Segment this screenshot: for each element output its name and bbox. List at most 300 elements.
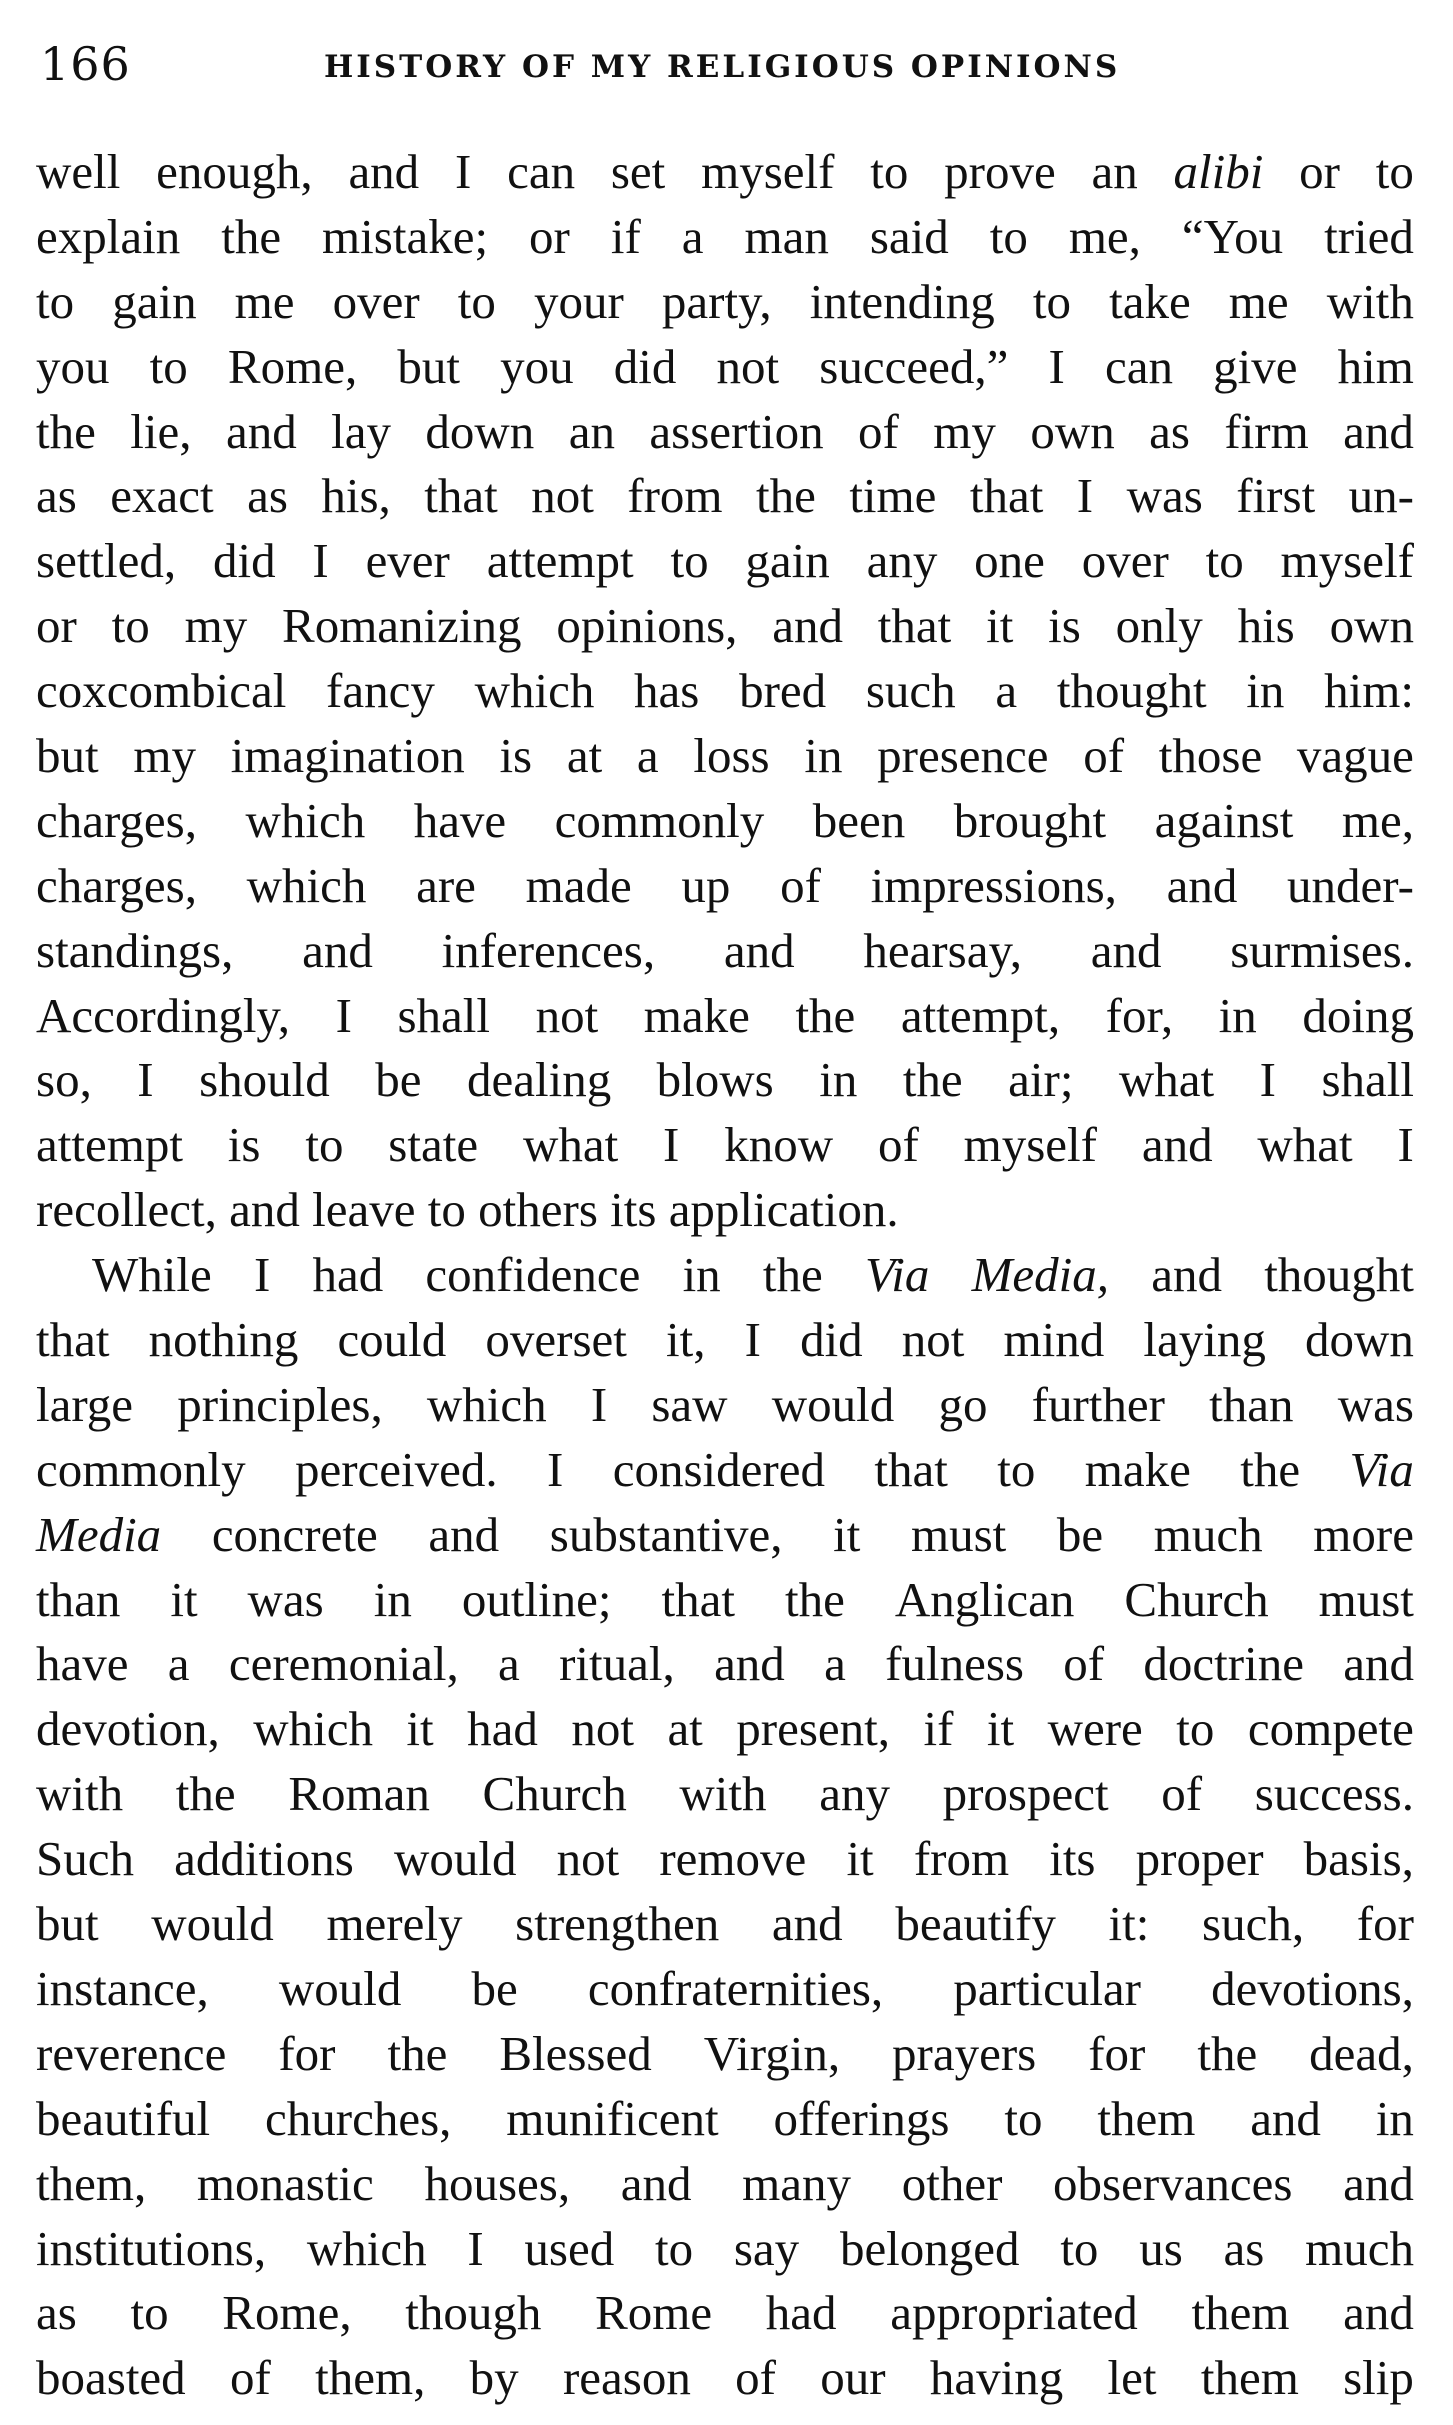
word: vague bbox=[1296, 728, 1414, 784]
word: them bbox=[1191, 2285, 1290, 2341]
word: and bbox=[348, 144, 420, 199]
word: to bbox=[654, 2220, 694, 2276]
word: I bbox=[467, 2220, 484, 2276]
word: made bbox=[525, 857, 632, 913]
word: any bbox=[819, 1766, 890, 1822]
word: to bbox=[1032, 273, 1071, 329]
word: me bbox=[234, 273, 295, 329]
word: and bbox=[1151, 1247, 1222, 1303]
word: said bbox=[869, 208, 949, 264]
paragraph bbox=[36, 1243, 1414, 2411]
word: in bbox=[1218, 987, 1257, 1043]
word: would bbox=[393, 1831, 517, 1887]
word: to bbox=[870, 144, 909, 199]
page-number: 166 bbox=[40, 37, 131, 91]
word: is bbox=[499, 728, 533, 784]
word: standings, bbox=[36, 922, 234, 978]
word: brought bbox=[953, 792, 1107, 848]
word: him bbox=[1337, 338, 1414, 394]
text-line bbox=[36, 2346, 1414, 2411]
word: a bbox=[824, 1636, 846, 1692]
word: confidence bbox=[425, 1247, 641, 1303]
text-line bbox=[36, 854, 1414, 919]
word: not bbox=[531, 468, 594, 524]
text-line bbox=[36, 2281, 1414, 2346]
word: it: bbox=[1108, 1896, 1150, 1952]
word: myself bbox=[963, 1117, 1097, 1173]
word: reverence bbox=[36, 2025, 227, 2081]
word: proper bbox=[1135, 1831, 1264, 1887]
word: devotions, bbox=[1211, 1960, 1414, 2016]
word: a bbox=[681, 208, 704, 264]
word: impressions, bbox=[870, 857, 1117, 913]
word: I bbox=[312, 533, 329, 589]
paragraph bbox=[36, 140, 1414, 1243]
word: be bbox=[1056, 1506, 1104, 1562]
text-line bbox=[36, 1243, 1414, 1308]
word: Media, bbox=[971, 1247, 1110, 1303]
word: to bbox=[305, 1117, 344, 1173]
word: blows bbox=[656, 1052, 774, 1108]
text-line bbox=[36, 1048, 1414, 1113]
word: have bbox=[413, 792, 507, 848]
word: instance, bbox=[36, 1960, 209, 2016]
word: that bbox=[36, 1312, 110, 1368]
word: which bbox=[474, 663, 595, 719]
word: and bbox=[428, 1506, 500, 1562]
text-line bbox=[36, 529, 1414, 594]
word: present, bbox=[736, 1701, 891, 1757]
word: not bbox=[556, 1831, 620, 1887]
text-line bbox=[36, 1957, 1414, 2022]
word: you bbox=[36, 338, 110, 394]
word: to bbox=[670, 533, 709, 589]
text-line bbox=[36, 1632, 1414, 1697]
word: I bbox=[1048, 338, 1065, 394]
word: a bbox=[498, 1636, 520, 1692]
word: much bbox=[1305, 2220, 1414, 2276]
word: let bbox=[1107, 2350, 1157, 2406]
word: fulness bbox=[885, 1636, 1024, 1692]
word: prove bbox=[944, 144, 1056, 199]
word: not bbox=[901, 1312, 965, 1368]
word: down bbox=[1304, 1312, 1414, 1368]
body-text bbox=[36, 140, 1414, 2411]
word: as bbox=[36, 2285, 77, 2341]
word: many bbox=[742, 2155, 852, 2211]
word: attempt, bbox=[900, 987, 1061, 1043]
word: and bbox=[620, 2155, 692, 2211]
word: of bbox=[877, 1117, 919, 1173]
word: which bbox=[426, 1376, 547, 1432]
word: in bbox=[373, 1571, 412, 1627]
word: institutions, bbox=[36, 2220, 267, 2276]
word: and bbox=[225, 403, 297, 459]
word: shall bbox=[1321, 1052, 1414, 1108]
word: perceived. bbox=[294, 1441, 498, 1497]
text-line bbox=[36, 205, 1414, 270]
word: had bbox=[312, 1247, 384, 1303]
word: make bbox=[643, 987, 750, 1043]
word: that bbox=[877, 598, 952, 654]
word: inferences, bbox=[441, 922, 656, 978]
word: assertion bbox=[649, 403, 824, 459]
word: surmises. bbox=[1230, 922, 1414, 978]
word: state bbox=[388, 1117, 479, 1173]
word: which bbox=[246, 857, 367, 913]
word: such, bbox=[1202, 1896, 1305, 1952]
word: for bbox=[278, 2025, 336, 2081]
text-line bbox=[36, 270, 1414, 335]
word: myself bbox=[1280, 533, 1414, 589]
word: commonly bbox=[554, 792, 765, 848]
word: concrete bbox=[211, 1506, 378, 1562]
word: in bbox=[804, 728, 843, 784]
word: gain bbox=[745, 533, 830, 589]
word: as bbox=[36, 468, 77, 524]
word: doctrine bbox=[1143, 1636, 1304, 1692]
word: nothing bbox=[148, 1312, 299, 1368]
word: should bbox=[199, 1052, 330, 1108]
word: and bbox=[1090, 922, 1162, 978]
word: been bbox=[812, 792, 906, 848]
word: our bbox=[820, 2350, 886, 2406]
word: make bbox=[1084, 1441, 1191, 1497]
word: compete bbox=[1247, 1701, 1414, 1757]
word: it, bbox=[666, 1312, 706, 1368]
word: was bbox=[247, 1571, 324, 1627]
word: what bbox=[522, 1117, 619, 1173]
word: and bbox=[771, 1896, 843, 1952]
word: charges, bbox=[36, 792, 197, 848]
word: of bbox=[780, 857, 821, 913]
word: tried bbox=[1324, 208, 1414, 264]
word: I bbox=[137, 1052, 154, 1108]
word: to bbox=[149, 338, 188, 394]
word: have bbox=[36, 1636, 129, 1692]
word: prayers bbox=[892, 2025, 1037, 2081]
word: which bbox=[306, 2220, 427, 2276]
text-line bbox=[36, 984, 1414, 1049]
text-line bbox=[36, 1503, 1414, 1568]
word: particular bbox=[953, 1960, 1142, 2016]
word: to bbox=[457, 273, 496, 329]
word: from bbox=[913, 1831, 1010, 1887]
word: would bbox=[771, 1376, 895, 1432]
word: loss bbox=[693, 728, 770, 784]
word: can bbox=[1104, 338, 1173, 394]
word: has bbox=[634, 663, 700, 719]
word: to bbox=[989, 208, 1028, 264]
word: its bbox=[1049, 1831, 1096, 1887]
word: us bbox=[1139, 2220, 1183, 2276]
word: Such bbox=[36, 1831, 134, 1887]
word: with bbox=[679, 1766, 767, 1822]
word: if bbox=[610, 208, 641, 264]
word: a bbox=[636, 728, 659, 784]
word: merely bbox=[326, 1896, 463, 1952]
word: not bbox=[535, 987, 599, 1043]
word: so, bbox=[36, 1052, 92, 1108]
word: from bbox=[627, 468, 723, 524]
word: go bbox=[938, 1376, 988, 1432]
word: them, bbox=[315, 2350, 426, 2406]
word: to bbox=[997, 1441, 1036, 1497]
word: lie, bbox=[130, 403, 192, 459]
text-line bbox=[36, 140, 1414, 205]
word: under- bbox=[1287, 857, 1414, 913]
word: air; bbox=[1008, 1052, 1074, 1108]
word: of bbox=[1161, 1766, 1203, 1822]
word: appropriated bbox=[890, 2285, 1138, 2341]
word: of bbox=[858, 403, 899, 459]
word: did bbox=[212, 533, 276, 589]
text-line bbox=[36, 335, 1414, 400]
word: houses, bbox=[424, 2155, 571, 2211]
word: him: bbox=[1324, 663, 1414, 719]
word: others bbox=[478, 1182, 598, 1238]
word: the bbox=[784, 1571, 845, 1627]
word: Rome bbox=[595, 2285, 713, 2341]
word: success. bbox=[1254, 1766, 1414, 1822]
word: laying bbox=[1143, 1312, 1266, 1368]
word: more bbox=[1313, 1506, 1414, 1562]
word: munificent bbox=[506, 2090, 719, 2146]
word: was bbox=[1337, 1376, 1414, 1432]
word: but bbox=[397, 338, 460, 394]
word: what bbox=[1118, 1052, 1215, 1108]
word: your bbox=[533, 273, 624, 329]
word: ever bbox=[365, 533, 450, 589]
word: explain bbox=[36, 208, 181, 264]
word: opinions, bbox=[556, 598, 738, 654]
word: ceremonial, bbox=[228, 1636, 459, 1692]
word: party, bbox=[661, 273, 772, 329]
word: principles, bbox=[177, 1376, 383, 1432]
word: Accordingly, bbox=[36, 987, 290, 1043]
word: and bbox=[1343, 1636, 1414, 1692]
word: the bbox=[1240, 1441, 1301, 1497]
word: can bbox=[507, 144, 576, 199]
word: as bbox=[1223, 2220, 1265, 2276]
word: Roman bbox=[288, 1766, 430, 1822]
word: slip bbox=[1343, 2350, 1414, 2406]
text-line bbox=[36, 1568, 1414, 1633]
word: gain bbox=[112, 273, 197, 329]
word: beautiful bbox=[36, 2090, 211, 2146]
word: say bbox=[733, 2220, 800, 2276]
text-line bbox=[36, 464, 1414, 529]
word: in bbox=[1375, 2090, 1414, 2146]
word: to bbox=[130, 2285, 169, 2341]
word: but bbox=[36, 1896, 99, 1952]
word: to bbox=[427, 1182, 466, 1238]
word: ritual, bbox=[559, 1636, 675, 1692]
word: over bbox=[1081, 533, 1169, 589]
word: mistake; bbox=[322, 208, 489, 264]
word: devotion, bbox=[36, 1701, 220, 1757]
word: must bbox=[910, 1506, 1007, 1562]
word: be bbox=[375, 1052, 422, 1108]
word: to bbox=[1060, 2220, 1099, 2276]
word: Virgin, bbox=[703, 2025, 841, 2081]
word: strengthen bbox=[515, 1896, 720, 1952]
word: is bbox=[227, 1117, 261, 1173]
word: of bbox=[229, 2350, 271, 2406]
text-line bbox=[36, 1373, 1414, 1438]
word: as bbox=[247, 468, 288, 524]
word: that bbox=[424, 468, 498, 524]
word: his, bbox=[321, 468, 391, 524]
word: I bbox=[454, 144, 472, 199]
text-line bbox=[36, 2087, 1414, 2152]
word: me, bbox=[1341, 792, 1414, 848]
word: them, bbox=[36, 2155, 147, 2211]
word: bred bbox=[739, 663, 827, 719]
word: take bbox=[1109, 273, 1191, 329]
word: alibi bbox=[1173, 144, 1264, 199]
word: basis, bbox=[1303, 1831, 1414, 1887]
word: only bbox=[1115, 598, 1203, 654]
word: large bbox=[36, 1376, 134, 1432]
word: I bbox=[335, 987, 352, 1043]
word: were bbox=[1047, 1701, 1143, 1757]
word: a bbox=[995, 663, 1018, 719]
word: its bbox=[610, 1182, 657, 1238]
word: reason bbox=[562, 2350, 691, 2406]
word: Rome, bbox=[222, 2285, 352, 2341]
word: not bbox=[716, 338, 780, 394]
word: saw bbox=[651, 1376, 728, 1432]
word: which bbox=[253, 1701, 373, 1757]
word: overset bbox=[485, 1312, 627, 1368]
word: remove bbox=[659, 1831, 807, 1887]
word: application. bbox=[668, 1182, 899, 1238]
word: and bbox=[1343, 2155, 1414, 2211]
word: the bbox=[795, 987, 856, 1043]
page-header bbox=[34, 24, 1414, 104]
word: Anglican bbox=[894, 1571, 1075, 1627]
word: to bbox=[111, 598, 150, 654]
word: against bbox=[1154, 792, 1294, 848]
word: I bbox=[253, 1247, 271, 1303]
word: monastic bbox=[196, 2155, 374, 2211]
word: and bbox=[1141, 1117, 1213, 1173]
word: of bbox=[1063, 1636, 1105, 1692]
word: that bbox=[874, 1441, 948, 1497]
word: attempt bbox=[486, 533, 634, 589]
word: are bbox=[416, 857, 476, 913]
word: other bbox=[901, 2155, 1003, 2211]
word: for, bbox=[1105, 987, 1174, 1043]
word: to bbox=[1004, 2090, 1043, 2146]
word: offerings bbox=[773, 2090, 950, 2146]
word: in bbox=[1246, 663, 1285, 719]
word: I bbox=[663, 1117, 680, 1173]
word: Church bbox=[482, 1766, 627, 1822]
word: and bbox=[723, 922, 795, 978]
word: with bbox=[36, 1766, 124, 1822]
word: up bbox=[681, 857, 731, 913]
word: that bbox=[661, 1571, 735, 1627]
word: churches, bbox=[265, 2090, 452, 2146]
word: and bbox=[229, 1182, 300, 1238]
word: for bbox=[1088, 2025, 1146, 2081]
word: firm bbox=[1224, 403, 1309, 459]
word: the bbox=[221, 208, 282, 264]
text-line bbox=[36, 2152, 1414, 2217]
word: it bbox=[833, 1506, 861, 1562]
word: set bbox=[610, 144, 666, 199]
text-line bbox=[36, 1697, 1414, 1762]
word: Media bbox=[36, 1506, 162, 1562]
word: an bbox=[1091, 144, 1138, 199]
word: could bbox=[337, 1312, 447, 1368]
word: imagination bbox=[230, 728, 465, 784]
word: did bbox=[800, 1312, 863, 1368]
word: myself bbox=[701, 144, 835, 199]
word: “You bbox=[1181, 208, 1284, 264]
text-line bbox=[36, 1827, 1414, 1892]
word: and bbox=[1343, 2285, 1414, 2341]
word: observances bbox=[1053, 2155, 1293, 2211]
word: Rome, bbox=[227, 338, 358, 394]
word: first bbox=[1236, 468, 1316, 524]
word: be bbox=[471, 1960, 518, 2016]
word: charges, bbox=[36, 857, 197, 913]
word: attempt bbox=[36, 1117, 183, 1173]
running-head: HISTORY OF MY RELIGIOUS OPINIONS bbox=[324, 49, 1121, 85]
word: lay bbox=[331, 403, 391, 459]
word: did bbox=[613, 338, 677, 394]
word: own bbox=[1329, 598, 1414, 654]
word: commonly bbox=[36, 1441, 246, 1497]
word: one bbox=[974, 533, 1045, 589]
word: man bbox=[744, 208, 829, 264]
word: I bbox=[1397, 1117, 1414, 1173]
word: the bbox=[1197, 2025, 1258, 2081]
word: than bbox=[36, 1571, 121, 1627]
word: must bbox=[1318, 1571, 1414, 1627]
word: what bbox=[1257, 1117, 1353, 1173]
word: substantive, bbox=[549, 1506, 783, 1562]
word: Via bbox=[864, 1247, 930, 1303]
word: with bbox=[1326, 273, 1414, 329]
word: doing bbox=[1302, 987, 1414, 1043]
word: the bbox=[175, 1766, 236, 1822]
word: know bbox=[724, 1117, 834, 1173]
word: it bbox=[170, 1571, 198, 1627]
word: it bbox=[846, 1831, 874, 1887]
word: having bbox=[929, 2350, 1064, 2406]
word: the bbox=[755, 468, 816, 524]
text-line bbox=[36, 1308, 1414, 1373]
text-line bbox=[36, 1762, 1414, 1827]
word: but bbox=[36, 728, 99, 784]
word: Via bbox=[1349, 1441, 1414, 1497]
word: leave bbox=[312, 1182, 416, 1238]
word: Romanizing bbox=[282, 598, 522, 654]
word: would bbox=[278, 1960, 402, 2016]
word: though bbox=[405, 2285, 542, 2341]
word: not bbox=[571, 1701, 634, 1757]
word: in bbox=[819, 1052, 858, 1108]
word: settled, bbox=[36, 533, 177, 589]
word: over bbox=[332, 273, 420, 329]
word: boasted bbox=[36, 2350, 186, 2406]
word: I bbox=[744, 1312, 761, 1368]
word: un- bbox=[1348, 468, 1414, 524]
